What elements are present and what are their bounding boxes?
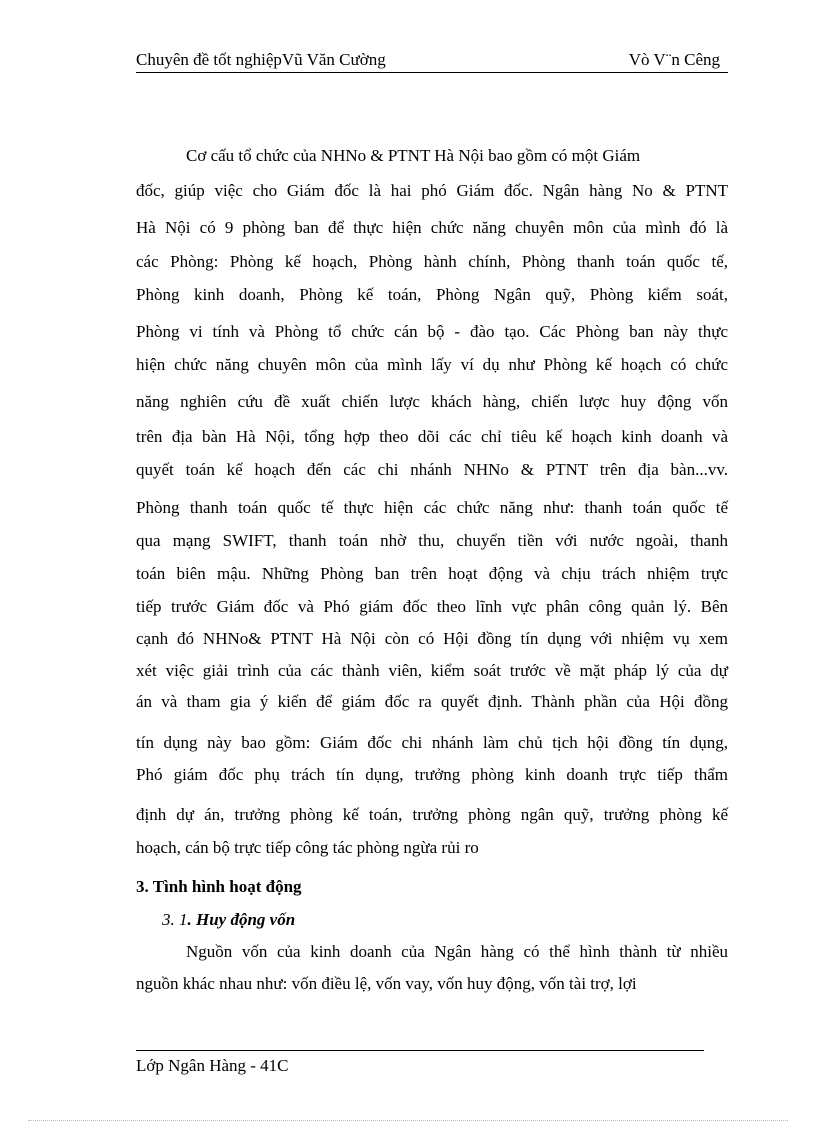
paragraph-line: định dự án, trưởng phòng kế toán, trưởng phòng ngân quỹ, trưởng phòng kế	[136, 805, 728, 824]
paragraph-line: qua mạng SWIFT, thanh toán nhờ thu, chuyển tiền với nước ngoài, thanh	[136, 531, 728, 550]
paragraph-line: Phòng vi tính và Phòng tổ chức cán bộ - đào tạo. Các Phòng ban này thực	[136, 322, 728, 341]
footer-divider	[136, 1050, 704, 1051]
page-edge-divider	[28, 1120, 788, 1121]
paragraph-line: quyết toán kế hoạch đến các chi nhánh NHNo & PTNT trên địa bàn...vv.	[136, 460, 728, 479]
paragraph-line: xét việc giải trình của các thành viên, kiểm soát trước về mặt pháp lý của dự	[136, 661, 728, 680]
paragraph-line: nguồn khác nhau như: vốn điều lệ, vốn vay, vốn huy động, vốn tài trợ, lợi	[136, 974, 637, 993]
paragraph-line: Phòng kinh doanh, Phòng kế toán, Phòng Ngân quỹ, Phòng kiểm soát,	[136, 285, 728, 304]
paragraph-line: hoạch, cán bộ trực tiếp công tác phòng ngừa rủi ro	[136, 838, 479, 857]
header-title: Chuyên đề tốt nghiệpVũ Văn Cường	[136, 50, 386, 69]
subsection-heading	[162, 910, 722, 930]
paragraph-line: Hà Nội có 9 phòng ban để thực hiện chức năng chuyên môn của mình đó là	[136, 218, 728, 237]
paragraph-line: các Phòng: Phòng kế hoạch, Phòng hành chính, Phòng thanh toán quốc tế,	[136, 252, 728, 271]
page-footer: Lớp Ngân Hàng - 41C	[136, 1056, 289, 1075]
paragraph-line: Phó giám đốc phụ trách tín dụng, trưởng phòng kinh doanh trực tiếp thẩm	[136, 765, 728, 784]
subsection-title: . Huy động vốn	[187, 910, 296, 929]
paragraph-line: án và tham gia ý kiến để giám đốc ra quyết định. Thành phần của Hội đồng	[136, 692, 728, 711]
paragraph-line: năng nghiên cứu đề xuất chiến lược khách hàng, chiến lược huy động vốn	[136, 392, 728, 411]
page-header	[136, 50, 728, 73]
paragraph-line: cạnh đó NHNo& PTNT Hà Nội còn có Hội đồng tín dụng với nhiệm vụ xem	[136, 629, 728, 648]
paragraph-line: Phòng thanh toán quốc tế thực hiện các chức năng như: thanh toán quốc tế	[136, 498, 728, 517]
paragraph-line: Cơ cấu tổ chức của NHNo & PTNT Hà Nội bao gồm có một Giám	[186, 146, 641, 165]
paragraph-line: tín dụng này bao gồm: Giám đốc chi nhánh làm chủ tịch hội đồng tín dụng,	[136, 733, 728, 752]
paragraph-line: tiếp trước Giám đốc và Phó giám đốc theo lĩnh vực phân công quản lý. Bên	[136, 597, 728, 616]
paragraph-line: đốc, giúp việc cho Giám đốc là hai phó Giám đốc. Ngân hàng No & PTNT	[136, 181, 728, 200]
paragraph-line: toán biên mậu. Những Phòng ban trên hoạt động và chịu trách nhiệm trực	[136, 564, 728, 583]
subsection-number: 3. 1	[162, 910, 188, 929]
section-heading: 3. Tình hình hoạt động	[136, 877, 302, 896]
paragraph-line: trên địa bàn Hà Nội, tổng hợp theo dõi các chỉ tiêu kế hoạch kinh doanh và	[136, 427, 728, 446]
paragraph-line: hiện chức năng chuyên môn của mình lấy ví dụ như Phòng kế hoạch có chức	[136, 355, 728, 374]
header-author: Vò V¨n Cêng	[628, 50, 720, 69]
paragraph-line: Nguồn vốn của kinh doanh của Ngân hàng có thể hình thành từ nhiều	[186, 942, 728, 961]
